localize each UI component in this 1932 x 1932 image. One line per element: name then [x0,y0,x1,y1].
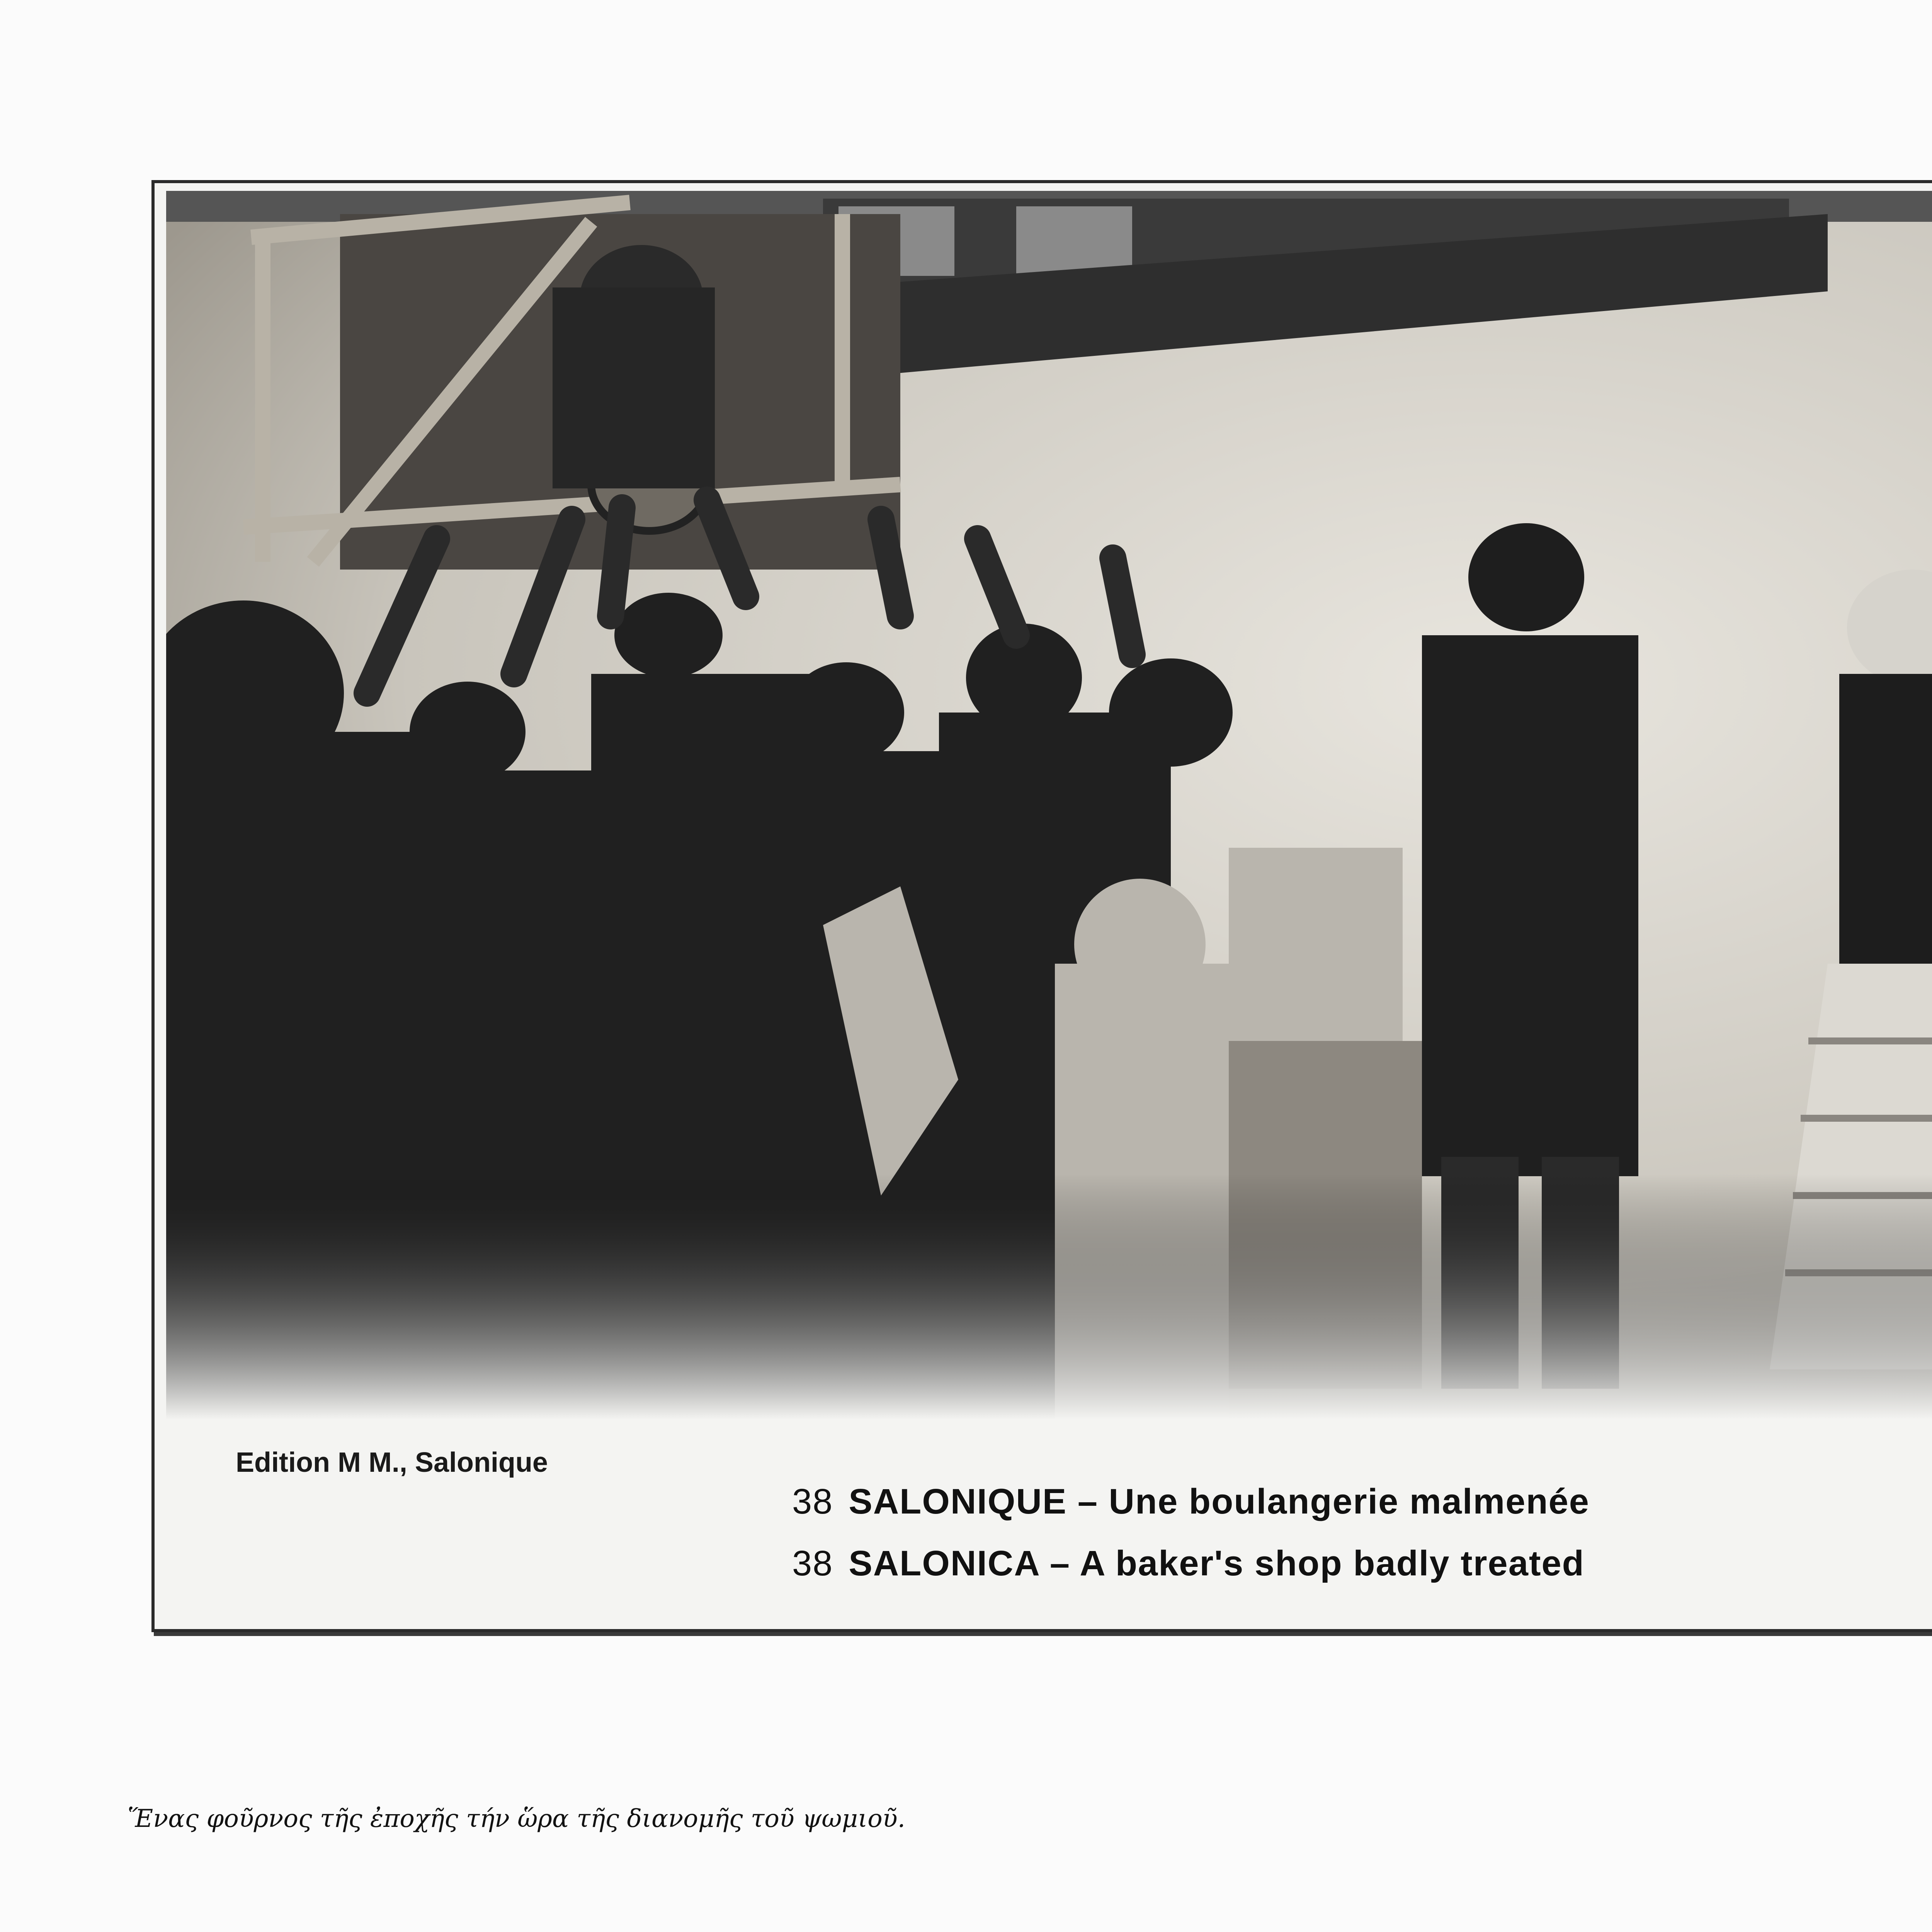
caption-french-text: SALONIQUE – Une boulangerie malmenée [849,1482,1590,1521]
caption-french-number: 38 [792,1482,833,1521]
photo-illustration [166,191,1932,1420]
caption-english-text: SALONICA – A baker's shop badly treated [849,1544,1585,1583]
postcard [151,180,1932,1632]
publisher-imprint: Edition M M., Salonique [236,1447,548,1478]
caption-english-number: 38 [792,1544,833,1583]
caption-french [792,1481,1590,1522]
caption-english [792,1543,1585,1584]
postcard-photo [166,191,1932,1420]
greek-caption: Ἕνας φοῦρνος τῆς ἐποχῆς τήν ὥρα τῆς διανομῆς τοῦ ψωμιοῦ. [128,1804,905,1833]
